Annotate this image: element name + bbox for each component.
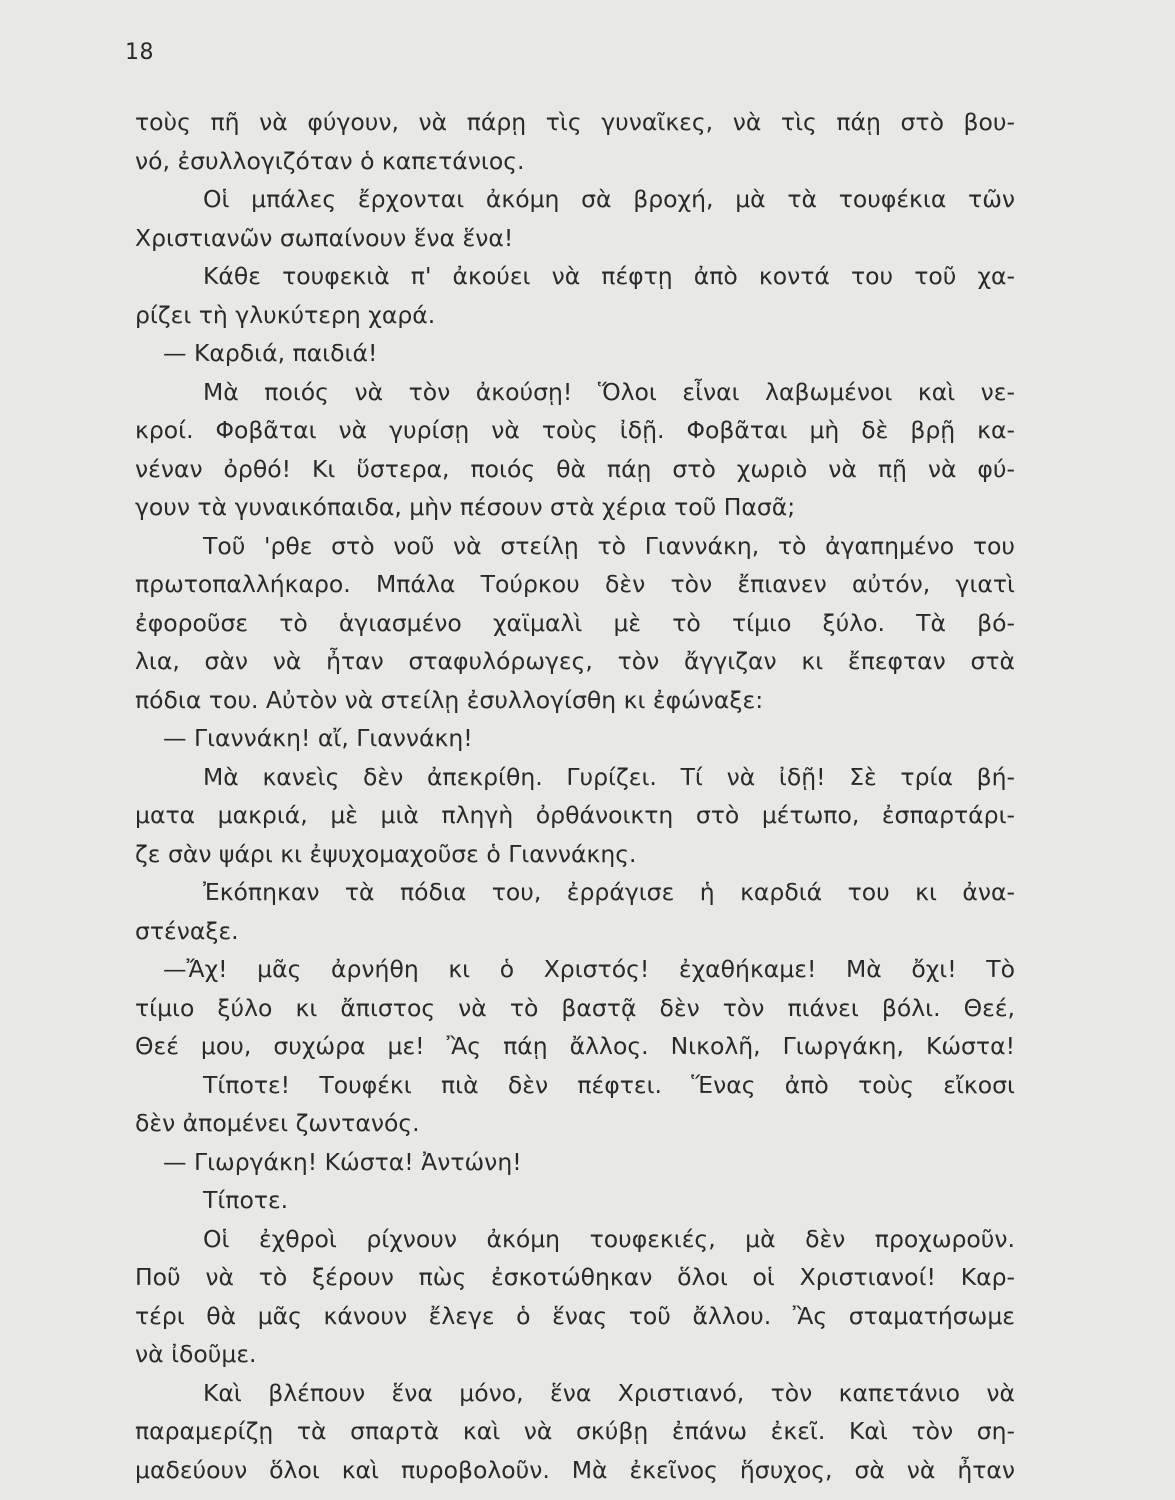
text-line: Κάθε τουφεκιὰ π' ἀκούει νὰ πέφτῃ ἀπὸ κοντά του τοῦ χα-: [203, 262, 1015, 290]
text-line: — Γιαννάκη! αἴ, Γιαννάκη!: [163, 724, 473, 752]
text-line: τίμιο ξύλο κι ἄπιστος νὰ τὸ βαστᾷ δὲν τὸν πιάνει βόλι. Θεέ,: [135, 993, 1015, 1022]
text-line: λια, σὰν νὰ ἦταν σταφυλόρωγες, τὸν ἄγγιζαν κι ἔπεφταν στὰ: [135, 647, 1015, 675]
text-line: Οἱ μπάλες ἔρχονται ἀκόμη σὰ βροχή, μὰ τὰ τουφέκια τῶν: [203, 185, 1015, 213]
text-line: ρίζει τὴ γλυκύτερη χαρά.: [135, 300, 436, 329]
text-line: νέναν ὀρθό! Κι ὕστερα, ποιός θὰ πάῃ στὸ χωριὸ νὰ πῇ νὰ φύ-: [135, 454, 1015, 483]
text-line: τοὺς πῆ νὰ φύγουν, νὰ πάρῃ τὶς γυναῖκες, νὰ τὶς πάῃ στὸ βου-: [135, 108, 1015, 136]
page-number: 18: [125, 40, 154, 65]
text-line: μαδεύουν ὅλοι καὶ πυροβολοῦν. Μὰ ἐκεῖνος ἥσυχος, σὰ νὰ ἦταν: [135, 1455, 1015, 1484]
text-line: Ἐκόπηκαν τὰ πόδια του, ἐρράγισε ἡ καρδιά του κι ἀνα-: [203, 878, 1015, 906]
text-line: Τίποτε.: [203, 1186, 289, 1214]
text-line: νὰ ἰδοῦμε.: [135, 1340, 257, 1368]
text-line: παραμερίζῃ τὰ σπαρτὰ καὶ νὰ σκύβῃ ἐπάνω ἐκεῖ. Καὶ τὸν ση-: [135, 1417, 1015, 1445]
text-line: Ποῦ νὰ τὸ ξέρουν πὼς ἐσκοτώθηκαν ὅλοι οἱ Χριστιανοί! Καρ-: [135, 1263, 1015, 1291]
text-line: Μὰ κανεὶς δὲν ἀπεκρίθη. Γυρίζει. Τί νὰ ἰδῇ! Σὲ τρία βή-: [203, 762, 1015, 791]
text-line: ζε σὰν ψάρι κι ἐψυχομαχοῦσε ὁ Γιαννάκης.: [135, 839, 637, 868]
text-line: Τοῦ 'ρθε στὸ νοῦ νὰ στείλῃ τὸ Γιαννάκη, τὸ ἀγαπημένο του: [203, 531, 1015, 560]
text-line: γουν τὰ γυναικόπαιδα, μὴν πέσουν στὰ χέρια τοῦ Πασᾶ;: [135, 493, 796, 521]
text-line: Χριστιανῶν σωπαίνουν ἕνα ἕνα!: [135, 223, 514, 252]
text-line: ματα μακριά, μὲ μιὰ πληγὴ ὀρθάνοικτη στὸ μέτωπο, ἐσπαρτάρι-: [135, 801, 1015, 829]
text-line: νό, ἐσυλλογιζόταν ὁ καπετάνιος.: [135, 146, 525, 175]
text-line: Μὰ ποιός νὰ τὸν ἀκούσῃ! Ὅλοι εἶναι λαβωμένοι καὶ νε-: [203, 377, 1015, 406]
text-line: —Ἄχ! μᾶς ἀρνήθη κι ὁ Χριστός! ἐχαθήκαμε! Μὰ ὄχι! Τὸ: [163, 955, 1015, 983]
text-line: πόδια του. Αὐτὸν νὰ στείλῃ ἐσυλλογίσθη κι ἐφώναξε:: [135, 685, 764, 714]
text-line: πρωτοπαλλήκαρο. Μπάλα Τούρκου δὲν τὸν ἔπιανεν αὐτόν, γιατὶ: [135, 570, 1015, 598]
text-line: — Καρδιά, παιδιά!: [163, 339, 378, 367]
text-line: — Γιωργάκη! Κώστα! Ἀντώνη!: [163, 1147, 522, 1176]
text-line: ἐφοροῦσε τὸ ἁγιασμένο χαϊμαλὶ μὲ τὸ τίμιο ξύλο. Τὰ βό-: [135, 608, 1015, 637]
text-line: Οἱ ἐχθροὶ ρίχνουν ἀκόμη τουφεκιές, μὰ δὲν προχωροῦν.: [203, 1224, 1015, 1253]
text-line: κροί. Φοβᾶται νὰ γυρίσῃ νὰ τοὺς ἰδῇ. Φοβᾶται μὴ δὲ βρῇ κα-: [135, 416, 1015, 444]
text-line: δὲν ἀπομένει ζωντανός.: [135, 1109, 420, 1137]
text-line: τέρι θὰ μᾶς κάνουν ἔλεγε ὁ ἕνας τοῦ ἄλλου. Ἂς σταματήσωμε: [135, 1301, 1015, 1330]
text-line: Τίποτε! Τουφέκι πιὰ δὲν πέφτει. Ἕνας ἀπὸ τοὺς εἴκοσι: [203, 1070, 1015, 1099]
text-line: Καὶ βλέπουν ἕνα μόνο, ἕνα Χριστιανό, τὸν καπετάνιο νὰ: [203, 1378, 1015, 1407]
text-line: Θεέ μου, συχώρα με! Ἂς πάῃ ἄλλος. Νικολῆ, Γιωργάκη, Κώστα!: [135, 1032, 1015, 1060]
body-text: [135, 103, 1015, 1489]
text-line: στέναξε.: [135, 916, 239, 945]
